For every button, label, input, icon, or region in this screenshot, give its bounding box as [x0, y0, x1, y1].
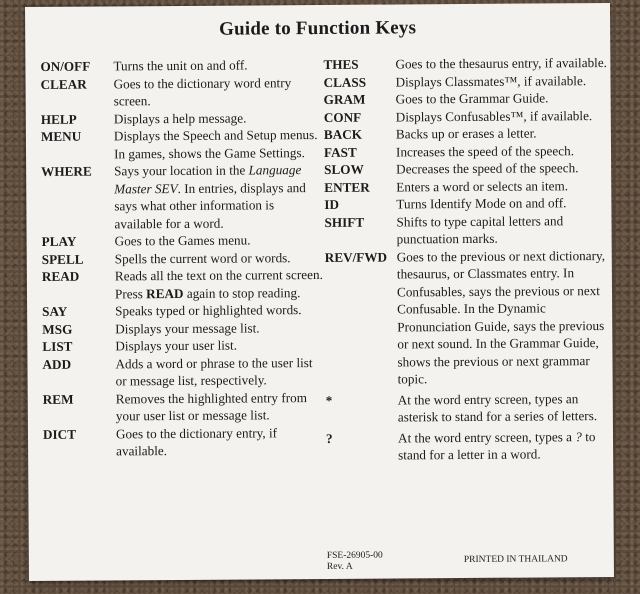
- form-code: [327, 551, 383, 573]
- function-key-guide-card: [25, 3, 614, 581]
- key-name: FAST: [323, 144, 357, 160]
- key-name: REV/FWD: [324, 249, 388, 265]
- key-name: ID: [324, 196, 340, 212]
- key-name: WHERE: [41, 163, 92, 179]
- key-description: Spells the current word or words.: [114, 249, 291, 266]
- key-entry: [324, 89, 610, 108]
- key-description: Reads all the text on the current screen. Press READ again to stop reading.: [114, 266, 323, 301]
- key-description: Turns the unit on and off.: [113, 57, 248, 74]
- key-description: Decreases the speed of the speech.: [396, 160, 579, 177]
- key-name: SHIFT: [324, 214, 365, 230]
- key-description: Displays your user list.: [115, 337, 238, 354]
- key-name: PLAY: [41, 233, 77, 249]
- key-name: BACK: [323, 126, 363, 142]
- key-name: MSG: [42, 321, 73, 337]
- key-description: Adds a word or phrase to the user list or message list, respectively.: [115, 354, 313, 389]
- right-key-column: [323, 54, 612, 464]
- key-description: Goes to the dictionary entry, if available.: [115, 424, 278, 459]
- key-name: ?: [325, 430, 333, 446]
- key-name: DICT: [42, 426, 77, 442]
- key-name: SPELL: [41, 251, 84, 267]
- key-description: At the word entry screen, types a ? to stand for a letter in a word.: [397, 428, 596, 463]
- key-entry: [324, 106, 610, 125]
- key-entry: [40, 73, 322, 110]
- key-description: Speaks typed or highlighted words.: [115, 302, 302, 319]
- key-entry: [41, 108, 323, 127]
- key-entry: [42, 301, 324, 320]
- key-description: Goes to the Games menu.: [114, 232, 251, 249]
- key-name: THES: [323, 56, 359, 72]
- key-entry: [42, 336, 324, 355]
- key-description: Goes to the thesaurus entry, if available.: [395, 54, 608, 72]
- key-description: Displays your message list.: [115, 319, 260, 336]
- form-number: FSE-26905-00: [326, 550, 383, 561]
- key-entry: [324, 211, 610, 248]
- key-name: ADD: [42, 356, 72, 372]
- key-name: LIST: [42, 338, 73, 354]
- key-name: REM: [42, 391, 74, 407]
- key-name: CLEAR: [40, 76, 87, 92]
- key-name: READ: [41, 268, 80, 284]
- key-entry: [42, 231, 324, 250]
- key-name: ENTER: [324, 179, 370, 195]
- key-description: At the word entry screen, types an asterisk to stand for a series of letters.: [397, 390, 598, 425]
- key-entry: [42, 248, 324, 267]
- key-entry: [324, 159, 610, 178]
- key-description: Displays a help message.: [113, 110, 247, 126]
- key-description: Increases the speed of the speech.: [395, 142, 575, 159]
- key-name: SAY: [42, 303, 68, 319]
- key-entry: [42, 353, 324, 390]
- key-name: GRAM: [323, 91, 366, 107]
- key-entry: [325, 246, 612, 388]
- key-entry: [42, 318, 324, 337]
- key-entry: [42, 266, 324, 303]
- key-entry: [41, 126, 323, 163]
- key-entry: [40, 56, 322, 75]
- key-description: Says your location in the Language Master SEV. In entries, displays and says what other information is available for a word.: [114, 162, 306, 231]
- key-description: Enters a word or selects an item.: [396, 177, 569, 194]
- key-description: Goes to the previous or next dictionary, thesaurus, or Classmates entry. In Confusables, says the previous or next Confusable. In the Dynamic Pronunciation Guide, says the previous or next sound. In the Grammar Guide, shows the previous or next grammar topic.: [396, 247, 606, 387]
- key-description: Turns Identify Mode on and off.: [396, 195, 567, 212]
- key-name: CONF: [323, 109, 362, 125]
- key-entry: [41, 161, 323, 233]
- key-description: Displays Classmates™, if available.: [395, 72, 587, 89]
- key-entry: [326, 427, 612, 464]
- key-name: HELP: [40, 111, 77, 127]
- page-title: Guide to Function Keys: [219, 17, 417, 40]
- key-entry: [323, 71, 609, 90]
- key-description: Backs up or erases a letter.: [395, 125, 537, 142]
- printed-in-label: PRINTED IN THAILAND: [463, 554, 568, 565]
- key-description: Shifts to type capital letters and punctuation marks.: [396, 212, 564, 247]
- key-entry: [43, 423, 325, 460]
- key-description: Goes to the Grammar Guide.: [395, 90, 549, 107]
- key-name: MENU: [40, 128, 82, 144]
- key-name: CLASS: [323, 74, 367, 90]
- revision: Rev. A: [326, 561, 353, 572]
- key-name: *: [325, 392, 333, 408]
- key-entry: [324, 176, 610, 195]
- key-description: Goes to the dictionary word entry screen.: [113, 74, 292, 109]
- key-entry: [43, 388, 325, 425]
- key-name: SLOW: [324, 161, 364, 177]
- key-entry: [324, 194, 610, 213]
- key-entry: [324, 124, 610, 143]
- key-entry: [326, 389, 612, 426]
- key-description: Displays the Speech and Setup menus. In games, shows the Game Settings.: [113, 127, 318, 161]
- key-entry: [323, 54, 609, 73]
- key-description: Displays Confusables™, if available.: [395, 107, 593, 124]
- left-key-column: [40, 56, 325, 460]
- key-name: ON/OFF: [40, 58, 91, 74]
- key-description: Removes the highlighted entry from your user list or message list.: [115, 389, 307, 424]
- key-entry: [324, 141, 610, 160]
